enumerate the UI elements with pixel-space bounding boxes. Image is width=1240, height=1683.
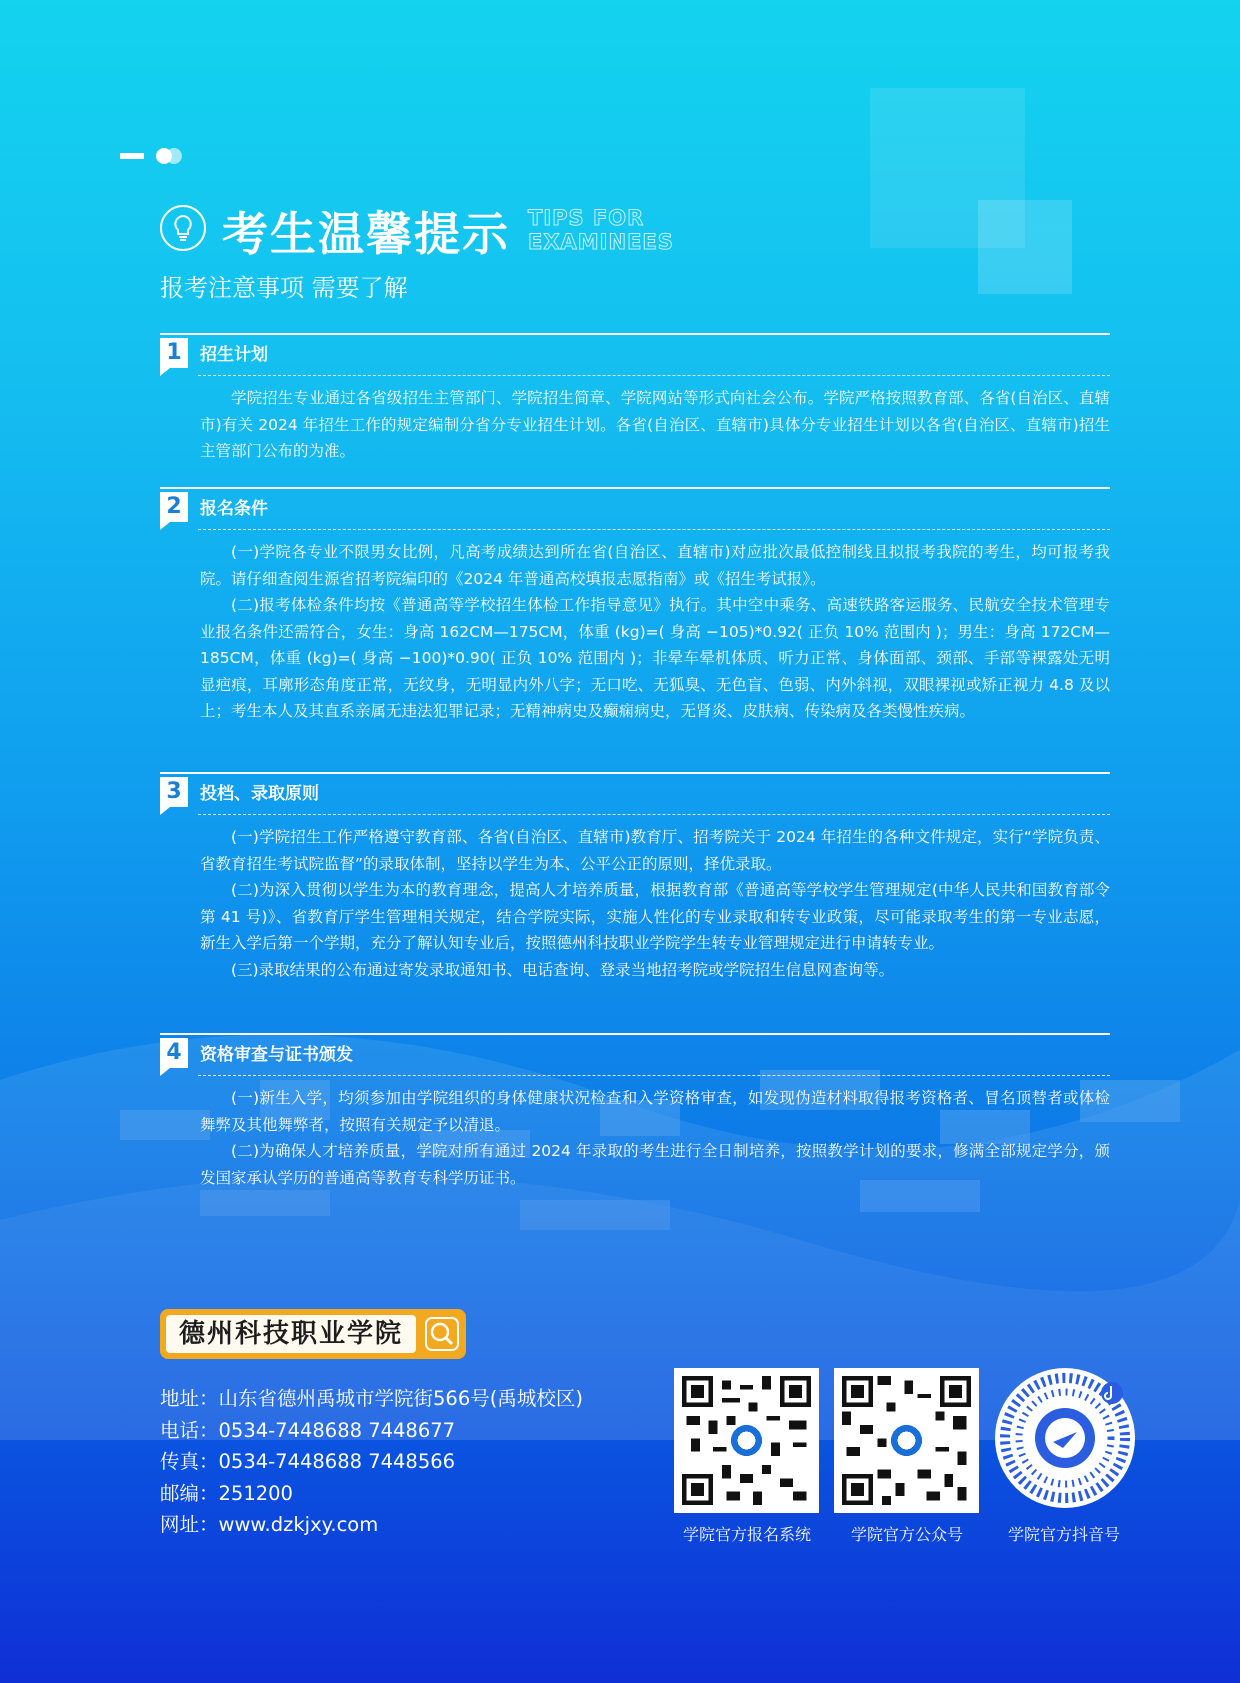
section-admission-principles: [160, 772, 1110, 983]
page-subtitle: 报考注意事项 需要了解: [160, 274, 408, 302]
qr-label-official-account: 学院官方公众号: [850, 1525, 963, 1544]
section-registration-requirements: [160, 487, 1110, 725]
contact-postcode: 邮编：251200: [160, 1481, 293, 1505]
section-title: 资格审查与证书颁发: [200, 1045, 353, 1065]
qr-label-registration: 学院官方报名系统: [682, 1525, 811, 1544]
section-number-badge: 4: [160, 1038, 188, 1068]
decor-square: [870, 88, 1025, 248]
title-en-line: TIPS FOR: [528, 206, 645, 230]
section-body: [160, 814, 1110, 983]
qr-label-douyin: 学院官方抖音号: [1007, 1525, 1120, 1544]
section-paragraph: (一)学院各专业不限男女比例，凡高考成绩达到所在省(自治区、直辖市)对应批次最低控制线且拟报考我院的考生，均可报考我院。请仔细查阅生源省招考院编印的《2024 年普通高校填报志愿指南》或《招生考试报》。: [200, 543, 1110, 588]
section-body: [160, 375, 1110, 465]
section-enrollment-plan: [160, 333, 1110, 465]
section-header: [160, 772, 1110, 814]
section-title: 招生计划: [200, 345, 268, 365]
section-paragraph: 学院招生专业通过各省级招生主管部门、学院招生简章、学院网站等形式向社会公布。学院严格按照教育部、各省(自治区、直辖市)有关 2024 年招生工作的规定编制分省分专业招生计划。各省(自治区、直辖市)具体分专业招生计划以各省(自治区、直辖市)招生主管部门公布的为准。: [200, 389, 1110, 460]
qr-code-douyin[interactable]: [995, 1368, 1135, 1508]
section-number-badge: 2: [160, 492, 188, 522]
section-paragraph: (一)学院招生工作严格遵守教育部、各省(自治区、直辖市)教育厅、招考院关于 2024 年招生的各种文件规定，实行“学院负责、省教育招生考试院监督”的录取体制，坚持以学生为本、公平公正的原则，择优录取。: [200, 828, 1110, 873]
contact-address: 地址：山东省德州禹城市学院街566号(禹城校区): [160, 1387, 583, 1410]
section-paragraph: (二)为深入贯彻以学生为本的教育理念，提高人才培养质量，根据教育部《普通高等学校学生管理规定(中华人民共和国教育部令第 41 号)》、省教育厅学生管理相关规定，结合学院实际，实施人性化的专业录取和转专业政策，尽可能录取考生的第一专业志愿，新生入学后第一个学期，充分了解认知专业后，按照德州科技职业学院学生转专业管理规定进行申请转专业。: [200, 881, 1110, 952]
lightbulb-icon: [160, 205, 206, 251]
search-icon[interactable]: [425, 1317, 459, 1351]
contact-phone: 电话：0534-7448688 7448677: [160, 1418, 456, 1442]
section-title: 投档、录取原则: [200, 784, 319, 804]
section-body: [160, 529, 1110, 725]
section-qualification-review: [160, 1033, 1110, 1191]
section-header: [160, 333, 1110, 375]
section-body: [160, 1075, 1110, 1191]
contact-website: 网址：www.dzkjxy.com: [160, 1513, 379, 1536]
title-en-line: EXAMINEES: [528, 230, 674, 254]
contact-info: [160, 1383, 583, 1541]
section-paragraph: (二)报考体检条件均按《普通高等学校招生体检工作指导意见》执行。其中空中乘务、高速铁路客运服务、民航安全技术管理专业报名条件还需符合，女生：身高 162CM—175CM，体重 (kg)=( 身高 −105)*0.92( 正负 10% 范围内 )；男生：身高 172CM—185CM，体重 (kg)=( 身高 −100)*0.90( 正负 10% 范围内 )；非晕车晕机体质、听力正常、身体面部、颈部、手部等裸露处无明显疤痕，耳廓形态角度正常，无纹身，无明显内外八字；无口吃、无狐臭、无色盲、色弱、内外斜视，双眼裸视或矫正视力 4.8 及以上；考生本人及其直系亲属无违法犯罪记录；无精神病史及癫痫病史，无肾炎、皮肤病、传染病及各类慢性疾病。: [200, 596, 1110, 720]
section-paragraph: (三)录取结果的公布通过寄发录取通知书、电话查询、登录当地招考院或学院招生信息网查询等。: [231, 960, 895, 979]
section-number-badge: 3: [160, 777, 188, 807]
qr-code-registration[interactable]: [674, 1368, 819, 1513]
section-paragraph: (二)为确保人才培养质量，学院对所有通过 2024 年录取的考生进行全日制培养，按照教学计划的要求，修满全部规定学分，颁发国家承认学历的普通高等教育专科学历证书。: [200, 1142, 1110, 1187]
section-header: [160, 487, 1110, 529]
contact-fax: 传真：0534-7448688 7448566: [160, 1450, 456, 1473]
qr-code-official-account[interactable]: [834, 1368, 979, 1513]
page-title: 考生温馨提示: [222, 207, 510, 261]
page-title-en: [528, 206, 674, 254]
section-number-badge: 1: [160, 338, 188, 368]
section-paragraph: (一)新生入学，均须参加由学院组织的身体健康状况检查和入学资格审查，如发现伪造材料取得报考资格者、冒名顶替者或体检舞弊及其他舞弊者，按照有关规定予以清退。: [200, 1089, 1110, 1134]
college-logo-search-bar[interactable]: [160, 1309, 466, 1359]
section-title: 报名条件: [200, 499, 268, 519]
decor-square: [978, 200, 1072, 294]
college-logo-text: 德州科技职业学院: [166, 1315, 416, 1353]
section-header: [160, 1033, 1110, 1075]
